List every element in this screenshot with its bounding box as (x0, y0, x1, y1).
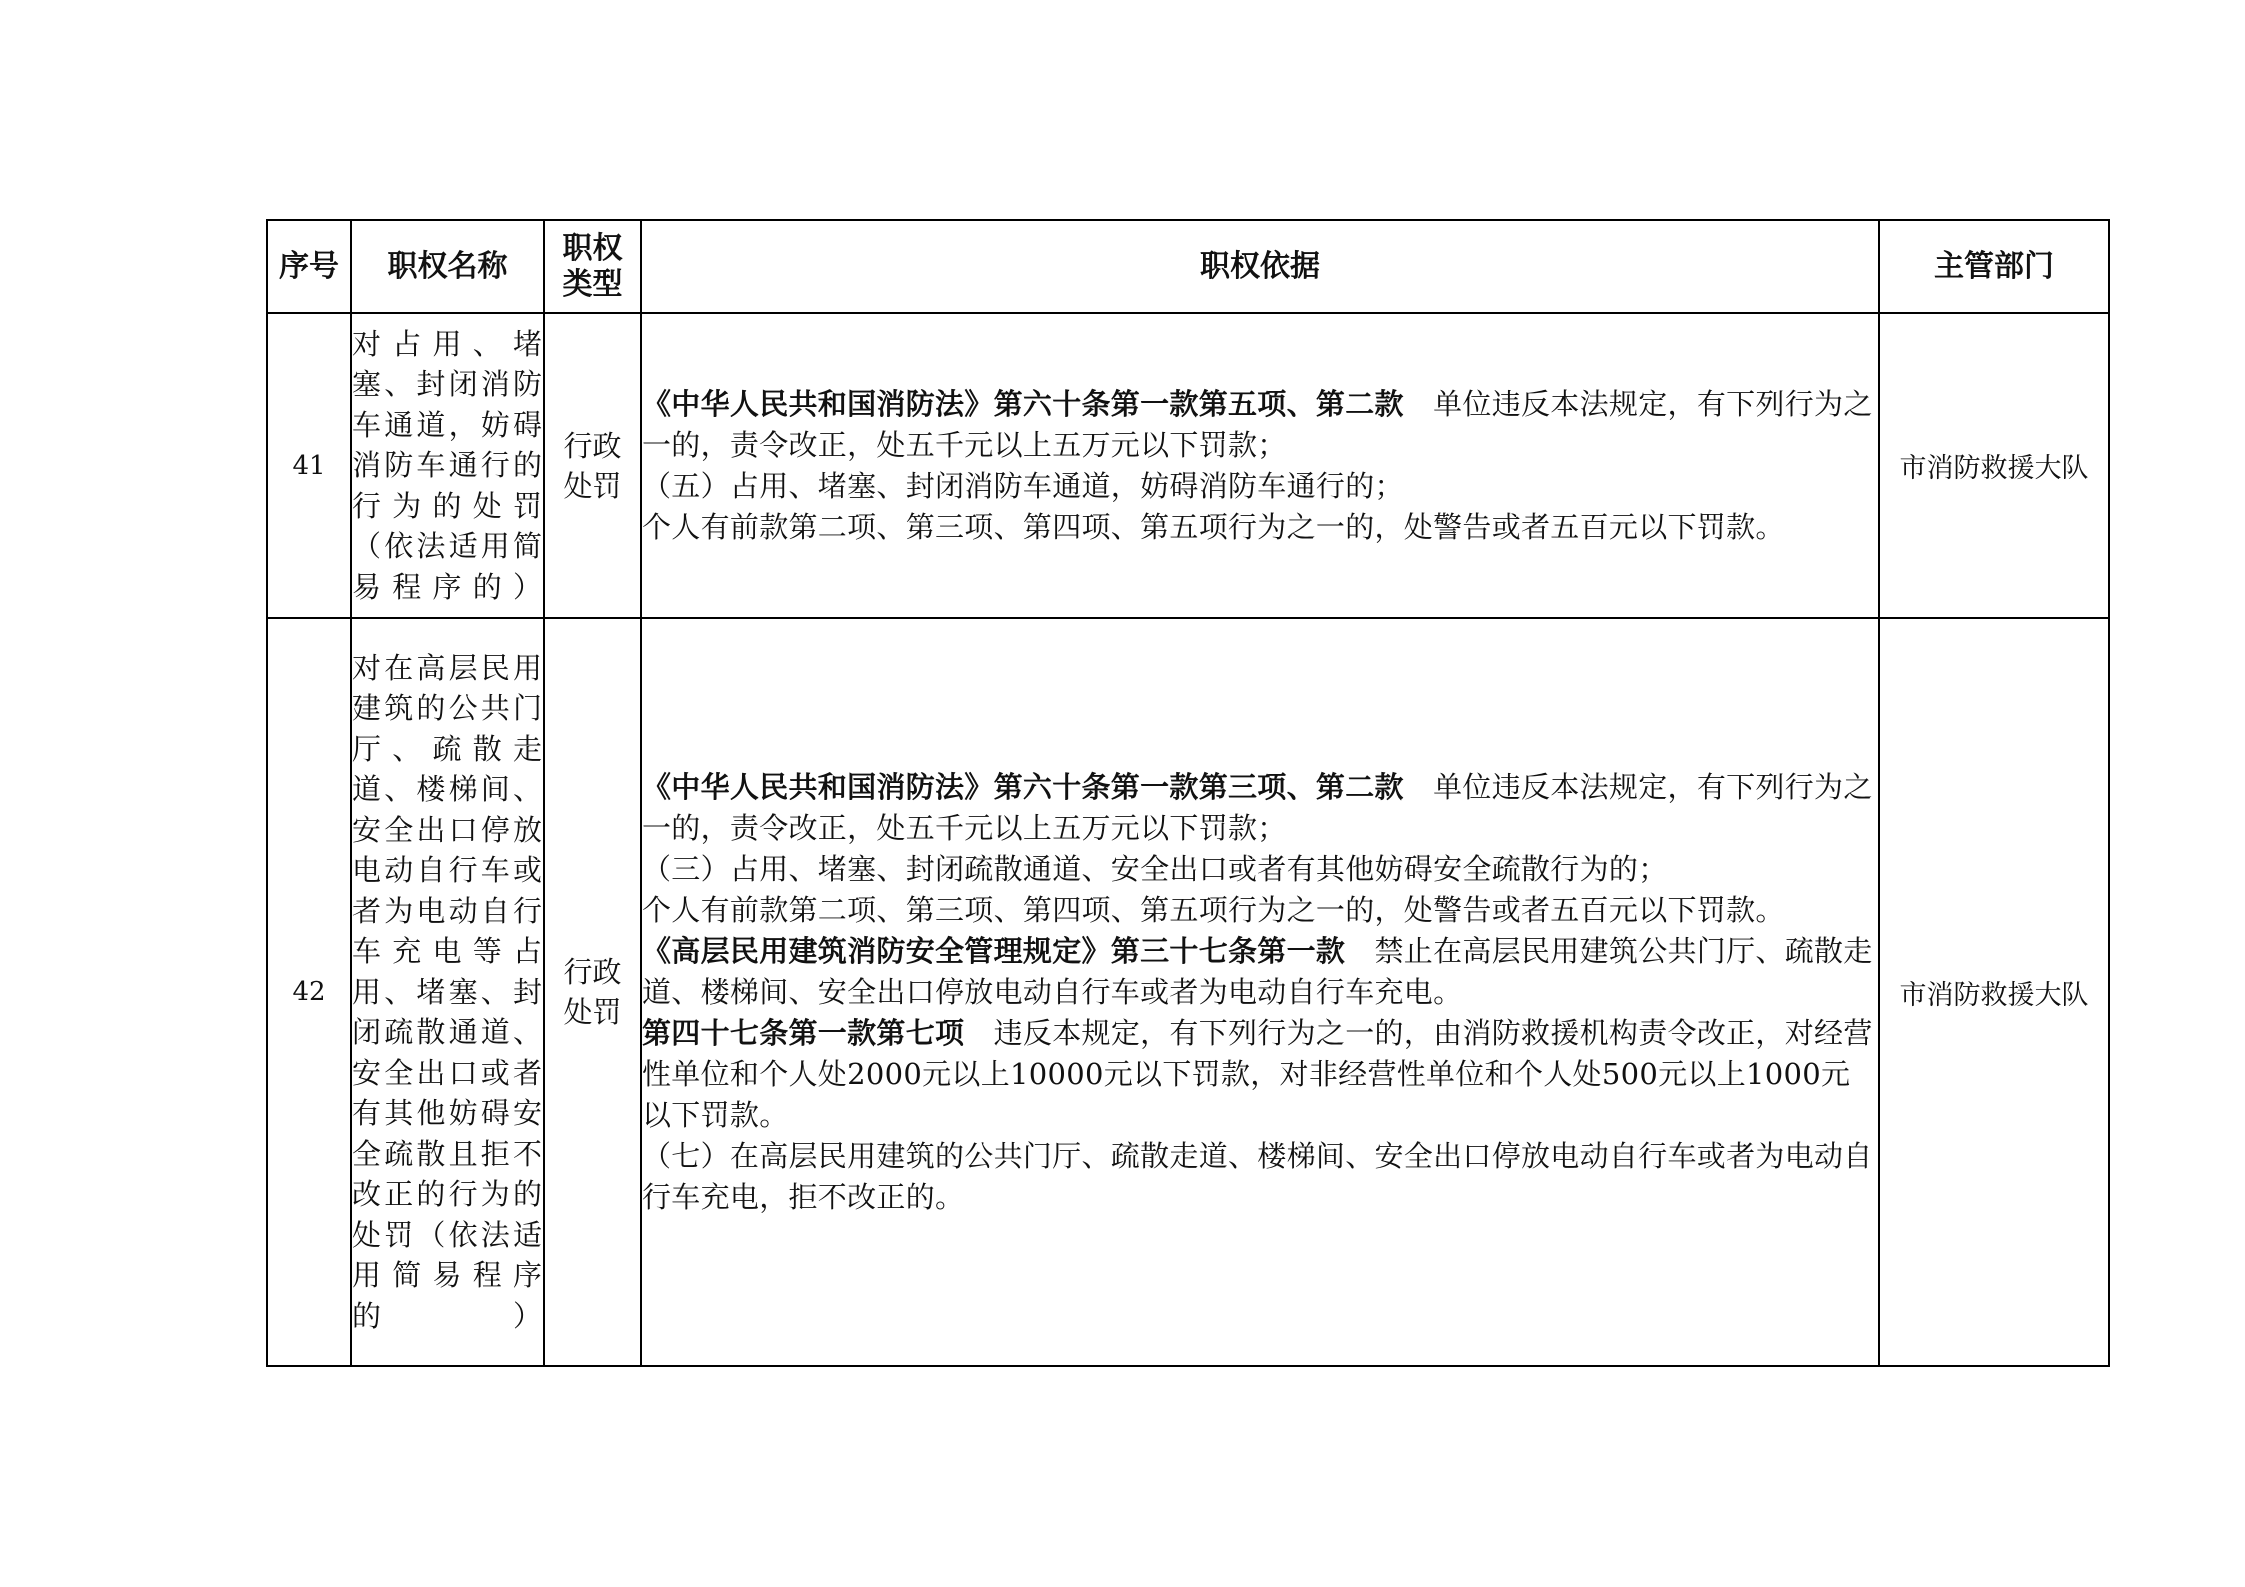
basis-paragraph (642, 1013, 1878, 1136)
basis-paragraph (642, 1136, 1878, 1218)
table-row (267, 618, 2109, 1366)
row-power-name-text: 对在高层民用建筑的公共门厅、疏散走道、楼梯间、安全出口停放电动自行车或者为电动自行车充电等占用、堵塞、封闭疏散通道、安全出口或者有其他妨碍安全疏散且拒不改正的行为的处罚（依法适用简易程序的） (352, 650, 543, 1333)
powers-table (266, 219, 2110, 1367)
basis-paragraph (642, 466, 1878, 507)
basis-text: （三）占用、堵塞、封闭疏散通道、安全出口或者有其他妨碍安全疏散行为的； (642, 851, 1668, 886)
basis-text: 违反本规定，有下列行为之一的，由消防救援机构责令改正，对经营性单位和个人处2000元以上10000元以下罚款，对非经营性单位和个人处500元以上1000元以下罚款。 (642, 1015, 1873, 1132)
row-power-type (544, 313, 641, 618)
basis-paragraph (642, 890, 1878, 931)
row-legal-basis (641, 313, 1879, 618)
row-legal-basis (641, 618, 1879, 1366)
row-power-name-text: 对占用、堵塞、封闭消防车通道，妨碍消防车通行的行为的处罚（依法适用简易程序的） (352, 326, 543, 604)
header-legal-basis: 职权依据 (641, 220, 1879, 313)
basis-bold-citation: 《中华人民共和国消防法》第六十条第一款第三项、第二款 (642, 769, 1404, 804)
header-row (267, 220, 2109, 313)
row-power-type-line1: 行政 (563, 428, 622, 463)
row-department: 市消防救援大队 (1879, 618, 2109, 1366)
row-department: 市消防救援大队 (1879, 313, 2109, 618)
basis-bold-citation: 《中华人民共和国消防法》第六十条第一款第五项、第二款 (642, 386, 1404, 421)
header-serial-number: 序号 (267, 220, 351, 313)
basis-text: 个人有前款第二项、第三项、第四项、第五项行为之一的，处警告或者五百元以下罚款。 (642, 892, 1785, 927)
basis-text: 个人有前款第二项、第三项、第四项、第五项行为之一的，处警告或者五百元以下罚款。 (642, 509, 1785, 544)
header-power-type (544, 220, 641, 313)
row-power-type-line2: 处罚 (563, 995, 622, 1029)
row-power-type-line2: 处罚 (563, 468, 622, 503)
row-serial-number: 41 (267, 313, 351, 618)
basis-text: （五）占用、堵塞、封闭消防车通道，妨碍消防车通行的； (642, 468, 1404, 503)
header-power-type-line2: 类型 (562, 266, 623, 302)
basis-bold-citation: 第四十七条第一款第七项 (642, 1015, 965, 1050)
table-row (267, 313, 2109, 618)
header-power-name: 职权名称 (351, 220, 544, 313)
row-power-name (351, 313, 544, 618)
basis-text: 单位违反本法规定，有下列行为之一的，责令改正，处五千元以上五万元以下罚款； (642, 769, 1873, 845)
basis-paragraph (642, 931, 1878, 1013)
basis-text: （七）在高层民用建筑的公共门厅、疏散走道、楼梯间、安全出口停放电动自行车或者为电动自行车充电，拒不改正的。 (642, 1138, 1873, 1214)
basis-text: 禁止在高层民用建筑公共门厅、疏散走道、楼梯间、安全出口停放电动自行车或者为电动自行车充电。 (642, 933, 1873, 1009)
header-department: 主管部门 (1879, 220, 2109, 313)
row-serial-number: 42 (267, 618, 351, 1366)
basis-paragraph (642, 767, 1878, 849)
basis-paragraph (642, 849, 1878, 890)
row-power-type (544, 618, 641, 1366)
basis-paragraph (642, 507, 1878, 548)
basis-paragraph (642, 384, 1878, 466)
row-power-name (351, 618, 544, 1366)
basis-text: 单位违反本法规定，有下列行为之一的，责令改正，处五千元以上五万元以下罚款； (642, 386, 1873, 462)
basis-bold-citation: 《高层民用建筑消防安全管理规定》第三十七条第一款 (642, 933, 1346, 968)
row-power-type-line1: 行政 (563, 955, 622, 989)
header-power-type-line1: 职权 (562, 230, 623, 266)
